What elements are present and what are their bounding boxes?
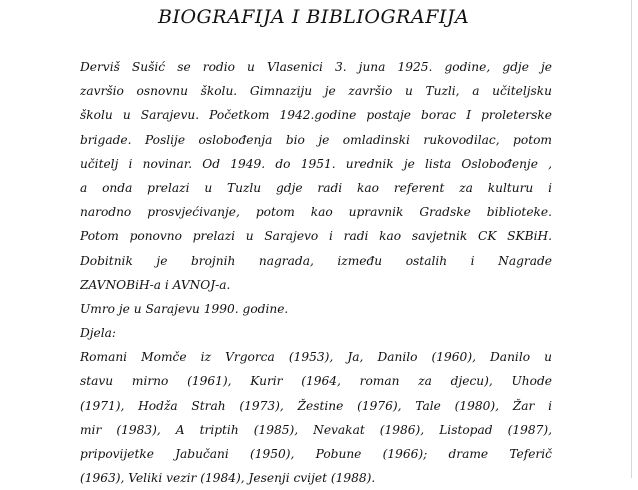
- slide-title: BIOGRAFIJA I BIBLIOGRAFIJA: [158, 6, 470, 28]
- text-line: učitelj i novinar. Od 1949. do 1951. urednik je lista Oslobođenje ,: [80, 156, 552, 171]
- text-line: Potom ponovno prelazi u Sarajevo i radi kao savjetnik CK SKBiH.: [80, 229, 552, 244]
- text-line: školu u Sarajevu. Početkom 1942.godine postaje borac I proleterske: [80, 108, 552, 123]
- text-line: narodno prosvjećivanje, potom kao upravnik Gradske biblioteke.: [80, 205, 552, 220]
- works-line: (1971), Hodža Strah (1973), Žestine (1976), Tale (1980), Žar i: [80, 398, 552, 413]
- works-line: stavu mirno (1961), Kurir (1964, roman za djecu), Uhode: [80, 374, 552, 389]
- text-line: Derviš Sušić se rodio u Vlasenici 3. juna 1925. godine, gdje je: [80, 60, 552, 74]
- works-line: mir (1983), A triptih (1985), Nevakat (1986), Listopad (1987),: [80, 422, 552, 437]
- slide-edge-divider: [631, 0, 632, 478]
- works-line: pripovijetke Jabučani (1950), Pobune (1966); drame Teferič: [80, 447, 552, 461]
- text-line: brigade. Poslije oslobođenja bio je omladinski rukovodilac, potom: [80, 132, 552, 147]
- text-line: završio osnovnu školu. Gimnaziju je završio u Tuzli, a učiteljsku: [80, 84, 552, 99]
- text-line: Dobitnik je brojnih nagrada, između ostalih i Nagrade: [80, 253, 552, 268]
- works-line: Romani Momče iz Vrgorca (1953), Ja, Danilo (1960), Danilo u: [80, 350, 552, 365]
- text-line: ZAVNOBiH-a i AVNOJ-a.: [80, 277, 231, 292]
- text-line: Umro je u Sarajevu 1990. godine.: [80, 301, 289, 316]
- biography-text: [80, 55, 552, 490]
- works-heading: Djela:: [80, 326, 117, 341]
- text-line: a onda prelazi u Tuzlu gdje radi kao referent za kulturu i: [80, 180, 552, 195]
- works-line: (1963), Veliki vezir (1984), Jesenji cvijet (1988).: [80, 471, 376, 486]
